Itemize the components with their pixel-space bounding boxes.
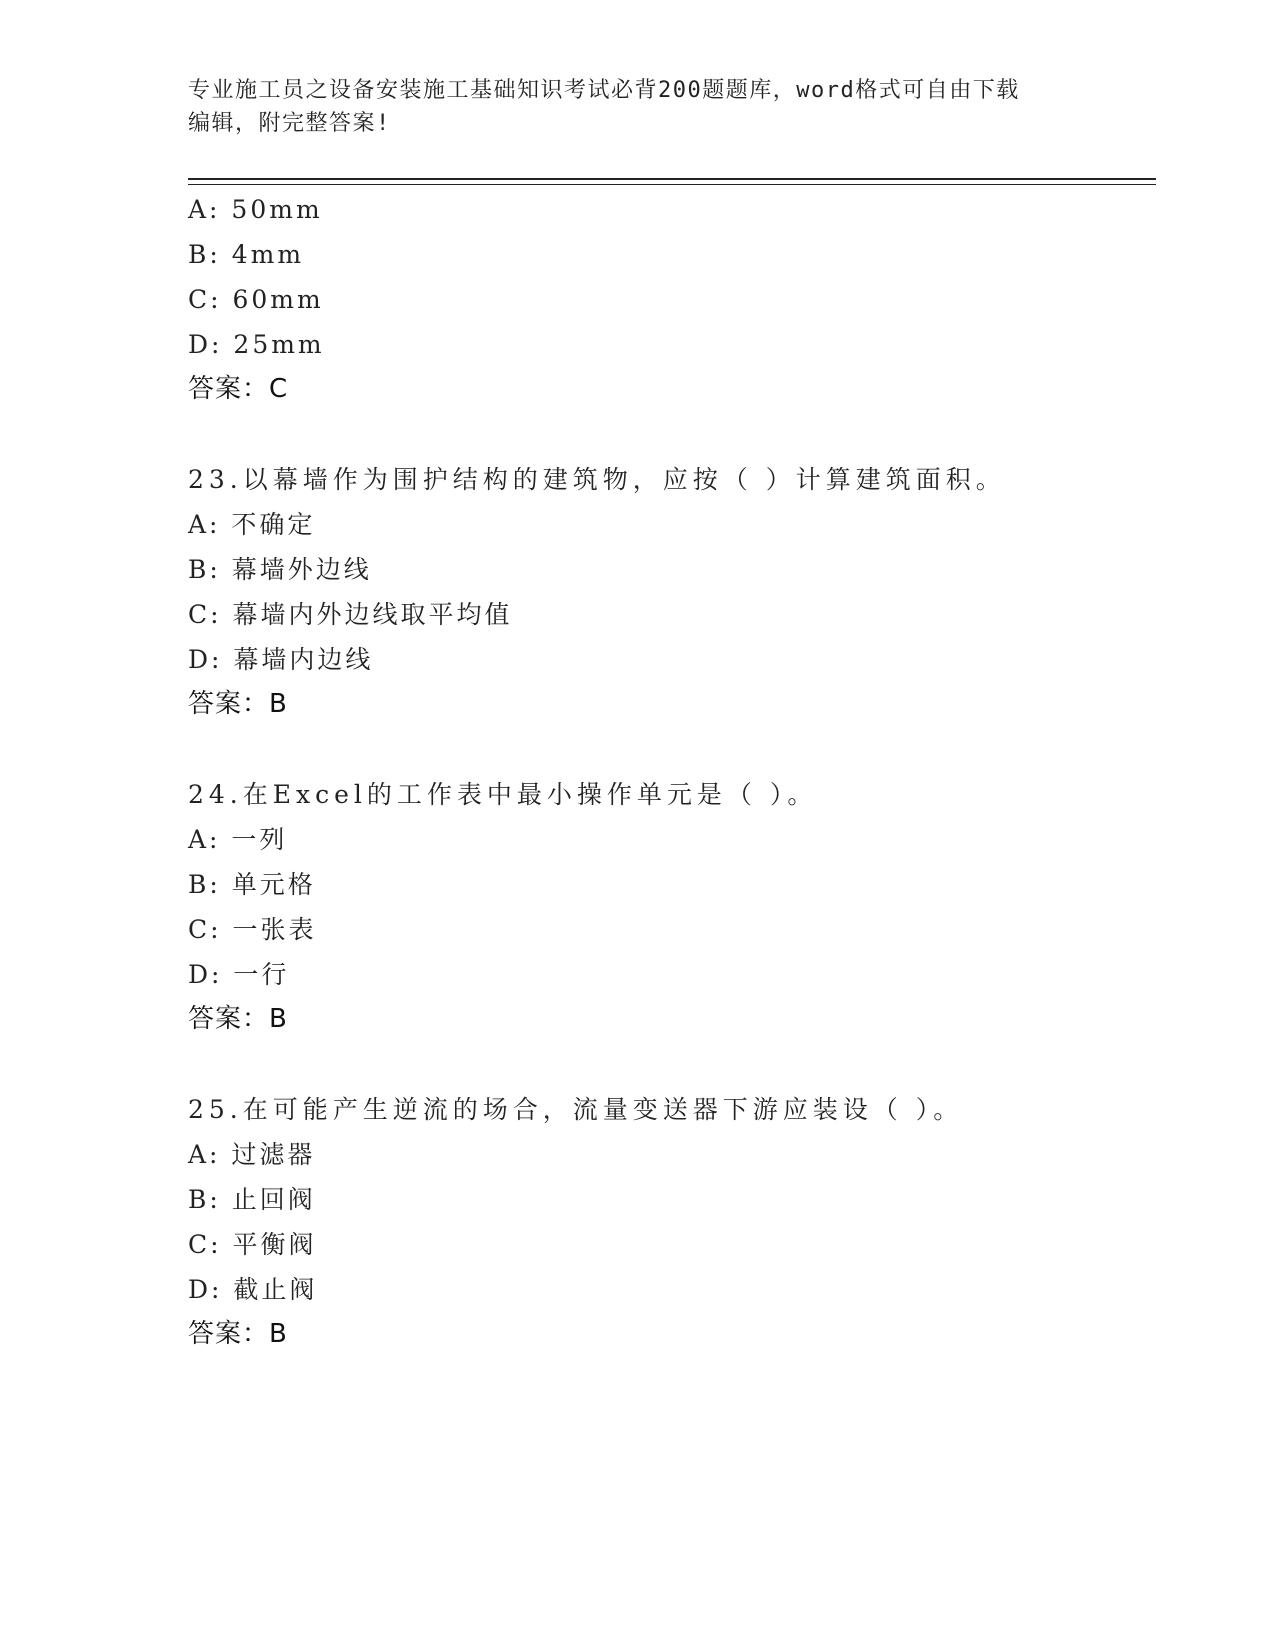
option-d: D: 幕墙内边线 [188, 645, 374, 674]
option-d: D: 一行 [188, 960, 290, 989]
answer: 答案：B [188, 1004, 288, 1034]
option-d: D: 截止阀 [188, 1275, 318, 1304]
header-divider-thin [188, 184, 1156, 185]
answer: 答案：B [188, 689, 288, 719]
question-25: 25.在可能产生逆流的场合，流量变送器下游应装设（ ）。 [188, 1095, 964, 1124]
option-c: C: 一张表 [188, 915, 317, 944]
option-c: C: 幕墙内外边线取平均值 [188, 600, 513, 629]
question-24: 24.在Excel的工作表中最小操作单元是（ ）。 [188, 780, 818, 809]
option-b: B: 4mm [188, 240, 305, 269]
answer: 答案：C [188, 374, 289, 404]
option-a: A: 过滤器 [188, 1140, 316, 1169]
question-23: 23.以幕墙作为围护结构的建筑物，应按（ ）计算建筑面积。 [188, 465, 1006, 494]
option-b: B: 幕墙外边线 [188, 555, 372, 584]
header-divider-thick [188, 178, 1156, 180]
option-c: C: 60mm [188, 285, 324, 314]
answer: 答案：B [188, 1319, 288, 1349]
option-a: A: 50mm [188, 195, 323, 224]
header-line-1: 专业施工员之设备安装施工基础知识考试必背200题题库，word格式可自由下载 [188, 78, 1020, 103]
option-a: A: 不确定 [188, 510, 316, 539]
option-d: D: 25mm [188, 330, 325, 359]
document-header [188, 74, 1088, 140]
option-c: C: 平衡阀 [188, 1230, 317, 1259]
header-line-2: 编辑，附完整答案! [188, 111, 391, 136]
option-b: B: 止回阀 [188, 1185, 316, 1214]
option-b: B: 单元格 [188, 870, 316, 899]
option-a: A: 一列 [188, 825, 288, 854]
